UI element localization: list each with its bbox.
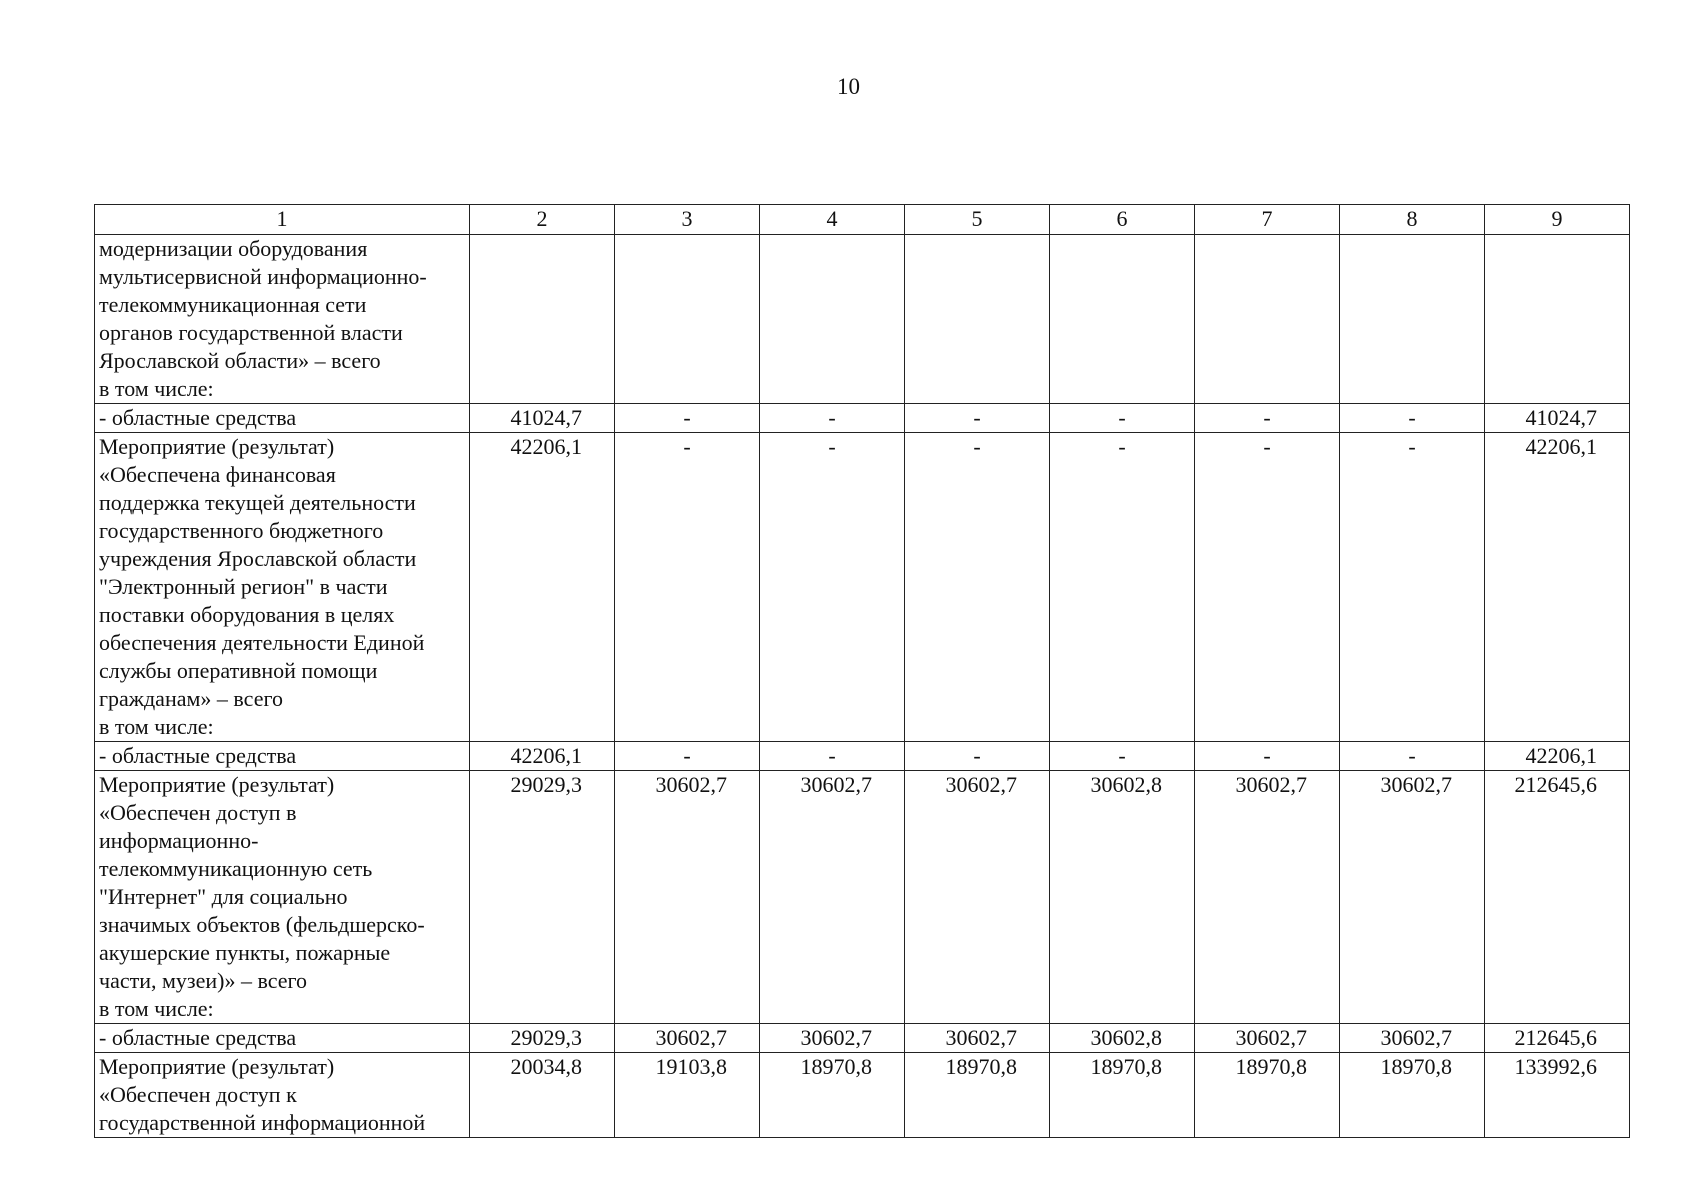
- value-cell-col-5: [905, 235, 1050, 404]
- value-cell-col-8: [1340, 235, 1485, 404]
- row-description: - областные средства: [95, 1024, 470, 1053]
- value-cell-col-8: -: [1340, 742, 1485, 771]
- value-cell-col-6: -: [1050, 404, 1195, 433]
- header-row: [95, 205, 1630, 235]
- value-cell-col-6: 18970,8: [1050, 1053, 1195, 1138]
- value-cell-col-4: 30602,7: [760, 771, 905, 1024]
- value-cell-col-2: [470, 235, 615, 404]
- value-cell-col-4: -: [760, 404, 905, 433]
- value-cell-col-9: 212645,6: [1485, 1024, 1630, 1053]
- value-cell-col-2: 29029,3: [470, 1024, 615, 1053]
- table-row: [95, 771, 1630, 1024]
- value-cell-col-2: 42206,1: [470, 433, 615, 742]
- row-description: модернизации оборудования мультисервисной информационно- телекоммуникационная сети органов государственной власти Ярославской области» – всего в том числе:: [95, 235, 470, 404]
- value-cell-col-5: -: [905, 404, 1050, 433]
- table-row: [95, 404, 1630, 433]
- column-number-3: 3: [615, 205, 760, 235]
- table-row: [95, 1053, 1630, 1138]
- column-number-2: 2: [470, 205, 615, 235]
- value-cell-col-4: 30602,7: [760, 1024, 905, 1053]
- row-description: - областные средства: [95, 742, 470, 771]
- value-cell-col-2: 42206,1: [470, 742, 615, 771]
- value-cell-col-7: -: [1195, 742, 1340, 771]
- value-cell-col-3: 30602,7: [615, 1024, 760, 1053]
- value-cell-col-9: 41024,7: [1485, 404, 1630, 433]
- value-cell-col-8: -: [1340, 404, 1485, 433]
- table-row: [95, 433, 1630, 742]
- value-cell-col-6: -: [1050, 742, 1195, 771]
- value-cell-col-3: [615, 235, 760, 404]
- value-cell-col-7: 30602,7: [1195, 771, 1340, 1024]
- value-cell-col-5: -: [905, 742, 1050, 771]
- column-number-1: 1: [95, 205, 470, 235]
- value-cell-col-4: [760, 235, 905, 404]
- value-cell-col-2: 41024,7: [470, 404, 615, 433]
- page-number: 10: [837, 74, 860, 99]
- value-cell-col-5: 30602,7: [905, 771, 1050, 1024]
- value-cell-col-3: 30602,7: [615, 771, 760, 1024]
- value-cell-col-6: 30602,8: [1050, 771, 1195, 1024]
- value-cell-col-9: 42206,1: [1485, 742, 1630, 771]
- value-cell-col-6: 30602,8: [1050, 1024, 1195, 1053]
- value-cell-col-7: -: [1195, 404, 1340, 433]
- row-description: Мероприятие (результат) «Обеспечена финансовая поддержка текущей деятельности государственного бюджетного учреждения Ярославской области "Электронный регион" в части поставки оборудования в целях обеспечения деятельности Единой службы оперативной помощи гражданам» – всего в том числе:: [95, 433, 470, 742]
- column-number-7: 7: [1195, 205, 1340, 235]
- value-cell-col-3: -: [615, 404, 760, 433]
- table-row: [95, 742, 1630, 771]
- column-number-6: 6: [1050, 205, 1195, 235]
- column-number-9: 9: [1485, 205, 1630, 235]
- value-cell-col-7: -: [1195, 433, 1340, 742]
- table-row: [95, 235, 1630, 404]
- row-description: - областные средства: [95, 404, 470, 433]
- value-cell-col-5: -: [905, 433, 1050, 742]
- value-cell-col-2: 20034,8: [470, 1053, 615, 1138]
- value-cell-col-3: -: [615, 742, 760, 771]
- value-cell-col-9: [1485, 235, 1630, 404]
- column-number-5: 5: [905, 205, 1050, 235]
- value-cell-col-9: 133992,6: [1485, 1053, 1630, 1138]
- value-cell-col-9: 212645,6: [1485, 771, 1630, 1024]
- table-row: [95, 1024, 1630, 1053]
- value-cell-col-8: -: [1340, 433, 1485, 742]
- funding-table: [94, 204, 1630, 1138]
- value-cell-col-5: 30602,7: [905, 1024, 1050, 1053]
- value-cell-col-3: -: [615, 433, 760, 742]
- value-cell-col-4: -: [760, 742, 905, 771]
- column-number-8: 8: [1340, 205, 1485, 235]
- value-cell-col-2: 29029,3: [470, 771, 615, 1024]
- value-cell-col-4: -: [760, 433, 905, 742]
- value-cell-col-9: 42206,1: [1485, 433, 1630, 742]
- row-description: Мероприятие (результат) «Обеспечен доступ к государственной информационной: [95, 1053, 470, 1138]
- value-cell-col-8: 30602,7: [1340, 1024, 1485, 1053]
- value-cell-col-4: 18970,8: [760, 1053, 905, 1138]
- value-cell-col-6: [1050, 235, 1195, 404]
- row-description: Мероприятие (результат) «Обеспечен доступ в информационно- телекоммуникационную сеть "Интернет" для социально значимых объектов (фельдшерско- акушерские пункты, пожарные части, музеи)» – всего в том числе:: [95, 771, 470, 1024]
- value-cell-col-6: -: [1050, 433, 1195, 742]
- column-number-4: 4: [760, 205, 905, 235]
- value-cell-col-8: 30602,7: [1340, 771, 1485, 1024]
- value-cell-col-5: 18970,8: [905, 1053, 1050, 1138]
- value-cell-col-7: [1195, 235, 1340, 404]
- value-cell-col-8: 18970,8: [1340, 1053, 1485, 1138]
- value-cell-col-3: 19103,8: [615, 1053, 760, 1138]
- value-cell-col-7: 30602,7: [1195, 1024, 1340, 1053]
- value-cell-col-7: 18970,8: [1195, 1053, 1340, 1138]
